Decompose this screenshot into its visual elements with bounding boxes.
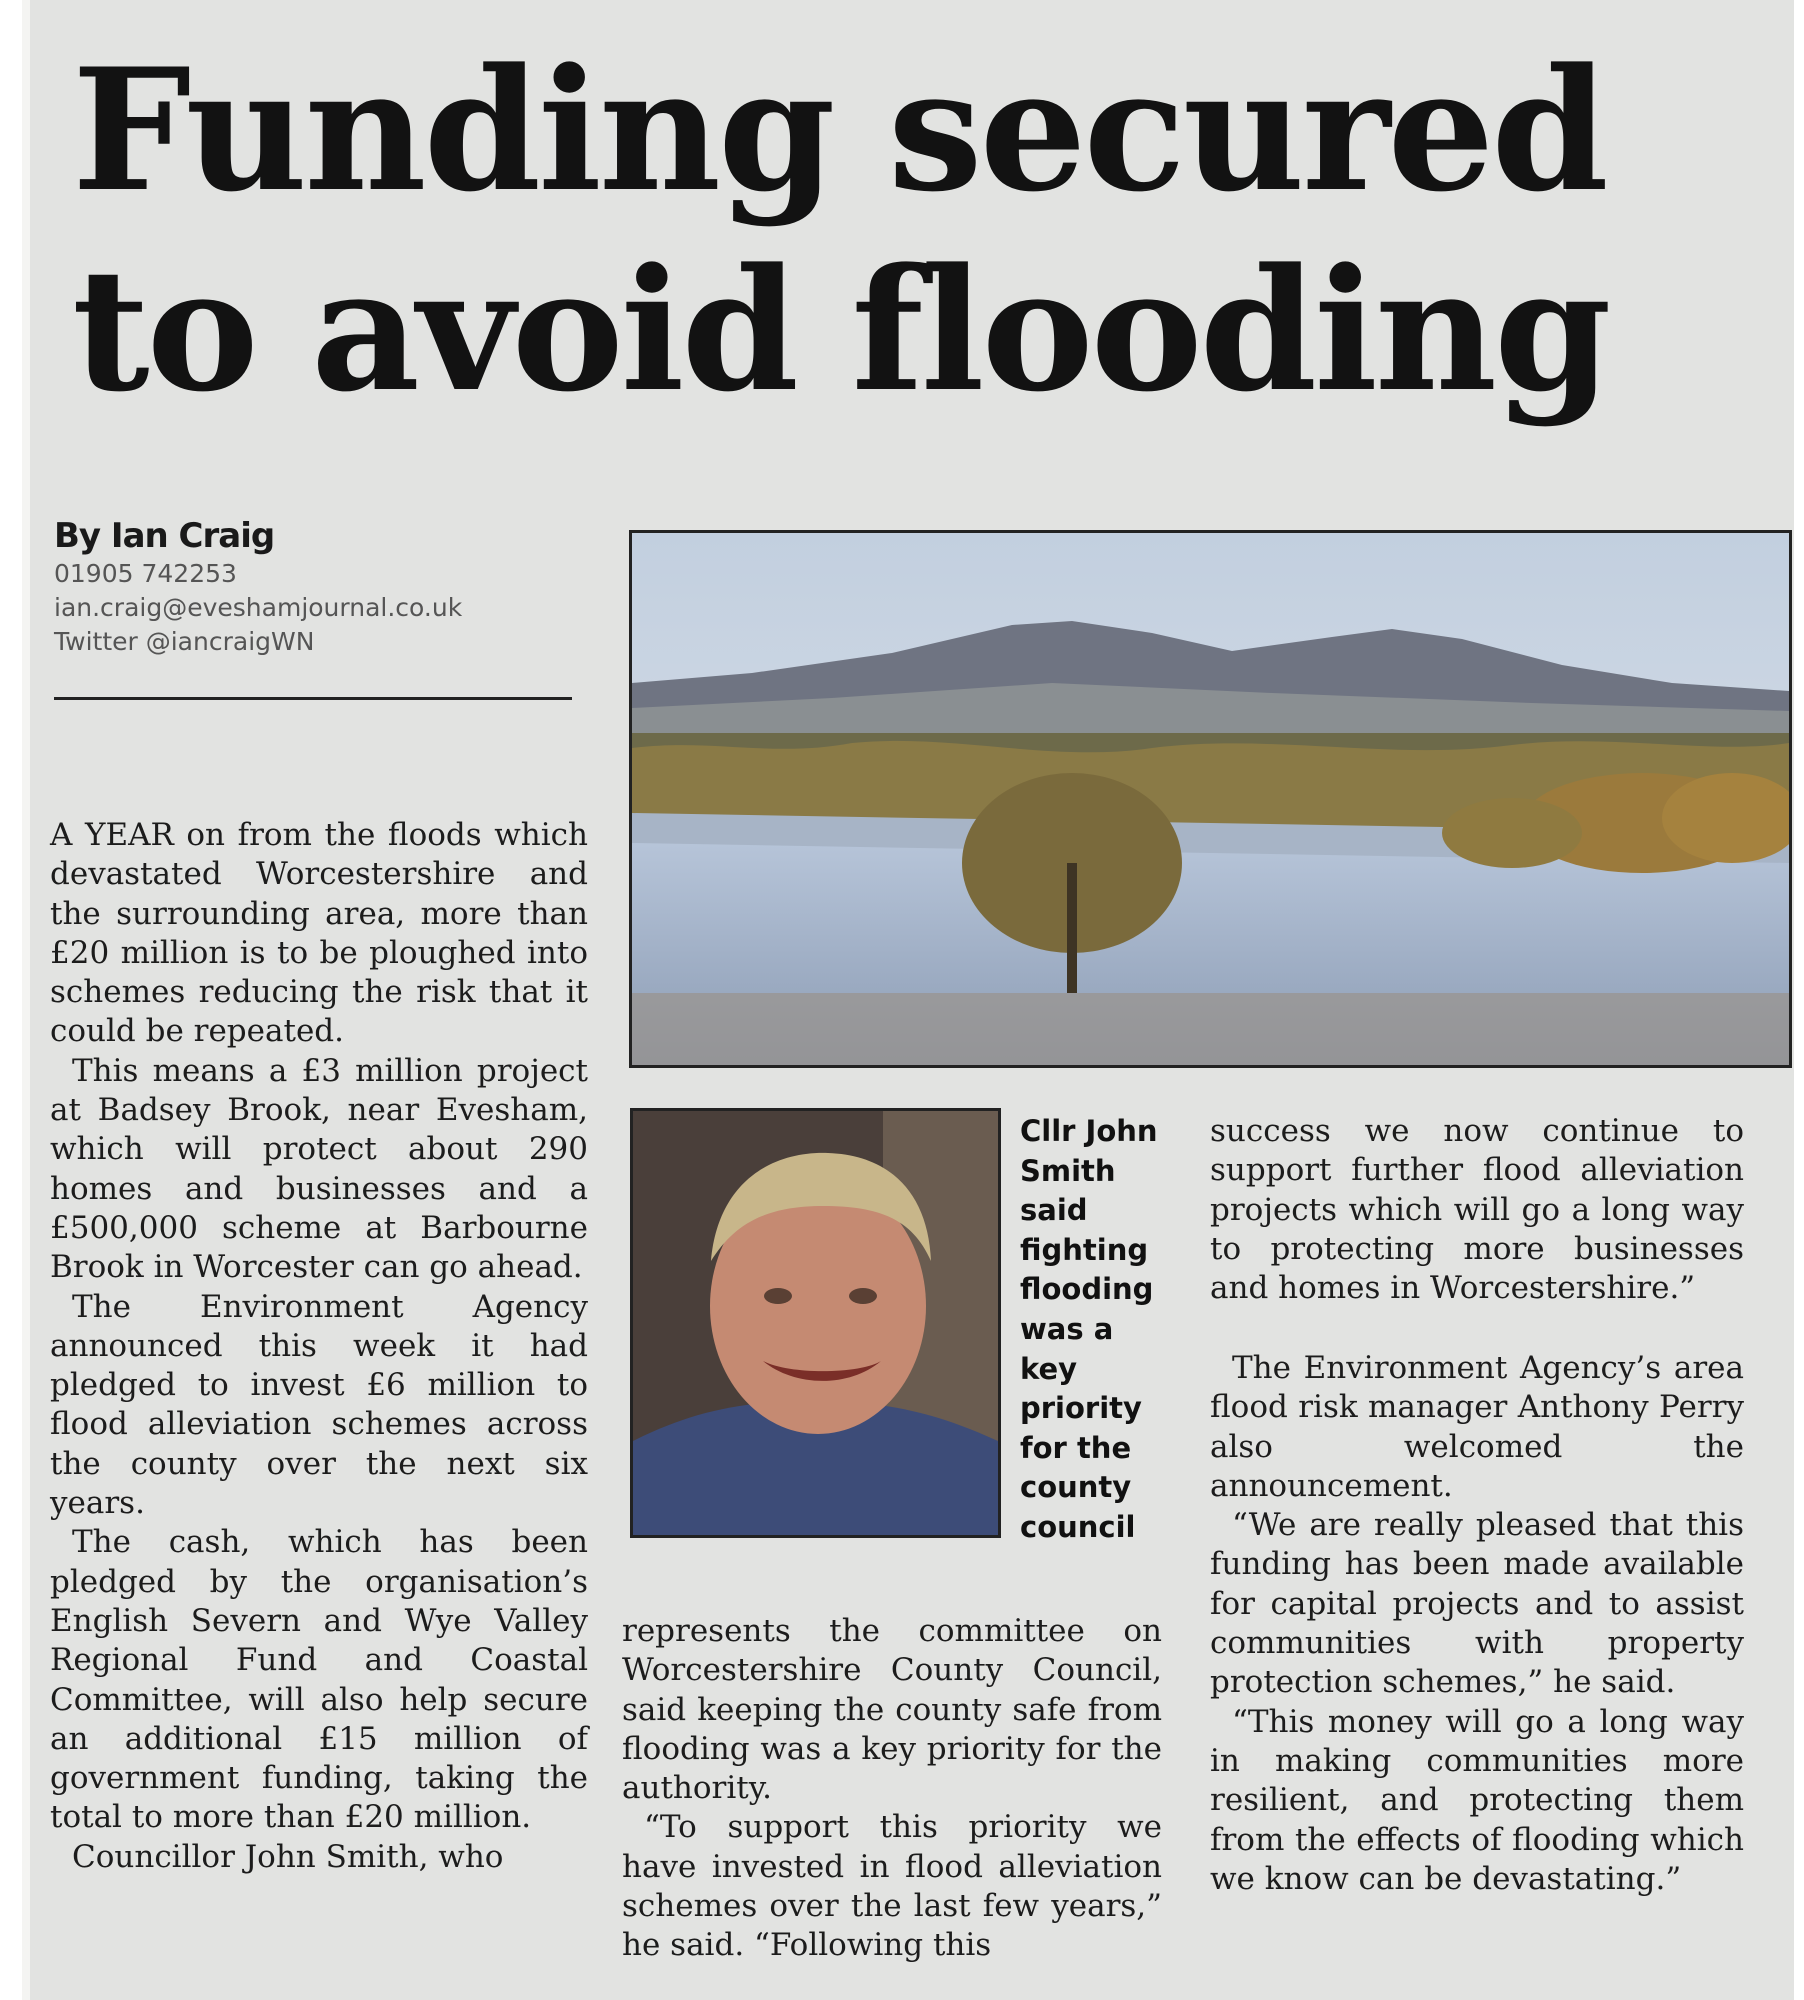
councillor-portrait-image [633, 1111, 998, 1535]
article-column-3 [1210, 1349, 1744, 1899]
article-column-3-top [1210, 1112, 1744, 1308]
byline-phone: 01905 742253 [54, 559, 237, 588]
byline-twitter: Twitter @iancraigWN [54, 627, 315, 656]
newspaper-clipping [22, 0, 1794, 2000]
paragraph: success we now continue to support further flood alleviation projects which will go a long way to protecting more businesses and homes in Worcestershire.” [1210, 1113, 1744, 1307]
byline [54, 515, 594, 659]
paragraph: A YEAR on from the floods which devastated Worcestershire and the surrounding area, more than £20 million is to be ploughed into schemes reducing the risk that it could be repeated. [50, 817, 588, 1050]
byline-email: ian.craig@eveshamjournal.co.uk [54, 593, 463, 622]
paragraph: represents the committee on Worcestershire County Council, said keeping the county safe from flooding was a key priority for the authority. [622, 1613, 1162, 1807]
paragraph: “We are really pleased that this funding has been made available for capital projects and to assist communities with property protection schemes,” he said. [1210, 1507, 1744, 1701]
paragraph: “This money will go a long way in making communities more resilient, and protecting them from the effects of flooding which we know can be devastating.” [1210, 1703, 1744, 1897]
caption-text: Cllr John Smith said fighting flooding was a key priority for the county council [1020, 1114, 1158, 1544]
paragraph: The cash, which has been pledged by the organisation’s English Severn and Wye Valley Regional Fund and Coastal Committee, will also help secure an additional £15 million of government funding, taking the total to more than £20 million. [50, 1524, 588, 1836]
paragraph: The Environment Agency’s area flood risk manager Anthony Perry also welcomed the announcement. [1210, 1350, 1744, 1504]
paragraph: “To support this priority we have invested in flood alleviation schemes over the last few years,” he said. “Following this [622, 1809, 1162, 1964]
portrait-photo [630, 1108, 1001, 1538]
byline-author: By Ian Craig [54, 516, 275, 556]
photo-caption [1020, 1112, 1180, 1548]
headline-line-2: to avoid flooding [72, 231, 1609, 429]
paragraph: The Environment Agency announced this week it had pledged to invest £6 million to flood alleviation schemes across the county over the next six years. [50, 1288, 588, 1522]
byline-divider [54, 697, 572, 700]
article-column-1 [50, 816, 588, 1877]
headline-line-1: Funding secured [72, 31, 1606, 229]
flood-landscape-photo [629, 530, 1792, 1068]
paragraph: This means a £3 million project at Badsey Brook, near Evesham, which will protect about 290 homes and businesses and a £500,000 scheme at Barbourne Brook in Worcester can go ahead. [50, 1052, 588, 1286]
flood-landscape-image [632, 533, 1789, 1065]
article-column-2 [622, 1612, 1162, 1966]
headline [72, 30, 1792, 430]
paragraph: Councillor John Smith, who [72, 1838, 504, 1875]
